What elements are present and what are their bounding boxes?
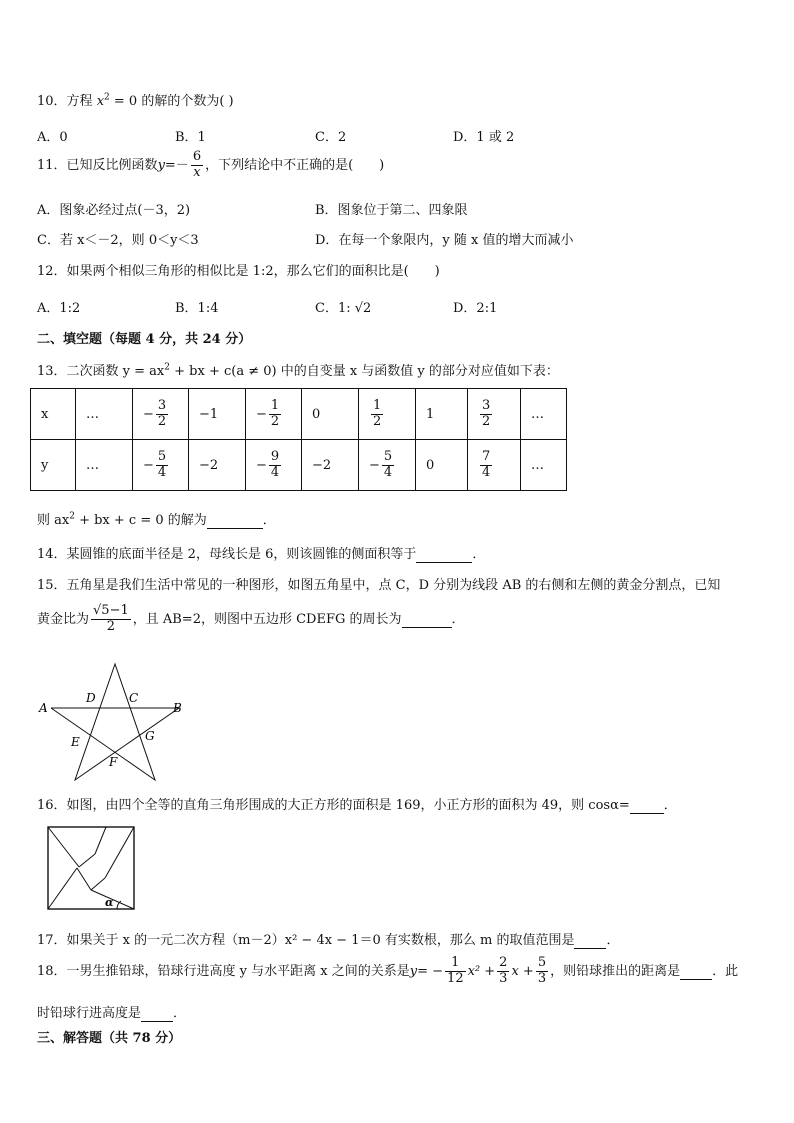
table-cell bbox=[246, 440, 302, 491]
table-cell bbox=[133, 389, 189, 440]
label-f: F bbox=[109, 755, 118, 769]
answer-blank[interactable] bbox=[630, 798, 664, 814]
fraction: $\frac{2}{3}$ bbox=[499, 955, 508, 986]
answer-blank[interactable] bbox=[207, 513, 263, 529]
fraction-cell: − $\frac{1}{2}$ bbox=[256, 397, 280, 429]
triangle-edge bbox=[105, 827, 134, 878]
table-cell: y bbox=[31, 440, 76, 491]
table-cell: −2 bbox=[189, 440, 246, 491]
question-18: 18．一男生推铅球，铅球行进高度 y 与水平距离 x 之间的关系是y= − $\frac{1}{12}$ x² + $\frac{2}{3}$ x + $\frac{5}{3}$ ，则铅球推出的距离是 ．此 bbox=[37, 955, 739, 986]
fraction-cell: − $\frac{5}{4}$ bbox=[143, 448, 167, 480]
section-heading: 二、填空题（每题 4 分，共 24 分） bbox=[37, 332, 252, 347]
option-d: D．在每一个象限内，y 随 x 值的增大而减小 bbox=[315, 233, 574, 248]
table-cell bbox=[359, 389, 416, 440]
label-d: D bbox=[86, 691, 96, 705]
answer-blank[interactable] bbox=[402, 612, 452, 628]
pinwheel-square-figure bbox=[47, 826, 135, 910]
option-b: B．图象位于第二、四象限 bbox=[315, 203, 468, 218]
fraction: $\frac{6}{x}$ bbox=[192, 149, 202, 180]
label-b: B bbox=[173, 701, 182, 715]
table-cell bbox=[359, 440, 416, 491]
option-a: A．0 bbox=[37, 130, 68, 145]
question-11: 11．已知反比例函数y=－ $\frac{6}{x}$ ，下列结论中不正确的是( ) bbox=[37, 149, 385, 180]
answer-blank[interactable] bbox=[680, 964, 712, 980]
fraction-cell: $\frac{7}{4}$ bbox=[482, 448, 491, 480]
table-cell bbox=[246, 389, 302, 440]
table-cell: 1 bbox=[416, 389, 468, 440]
label-g: G bbox=[145, 729, 155, 743]
table-row-y bbox=[31, 440, 567, 491]
table-cell bbox=[468, 440, 521, 491]
table-cell: … bbox=[521, 389, 567, 440]
answer-blank[interactable] bbox=[574, 933, 606, 949]
answer-blank[interactable] bbox=[141, 1006, 173, 1022]
question-15-line2: 黄金比为 $\frac{√5-1}{2}$ ，且 AB=2，则图中五边形 CDEFG 的周长为 ． bbox=[37, 603, 465, 634]
triangle-edge bbox=[48, 827, 79, 867]
table-row-x bbox=[31, 389, 567, 440]
fraction: $\frac{1}{12}$ bbox=[447, 955, 464, 986]
triangle-edge bbox=[91, 878, 105, 890]
triangle-edge bbox=[79, 854, 95, 867]
option-c: C．若 x＜－2，则 0＜y＜3 bbox=[37, 233, 199, 248]
table-cell: x bbox=[31, 389, 76, 440]
fraction-cell: $\frac{1}{2}$ bbox=[373, 397, 382, 429]
table-cell: … bbox=[76, 389, 133, 440]
option-b: B．1:4 bbox=[175, 301, 219, 316]
label-c: C bbox=[129, 691, 139, 705]
table-cell: −1 bbox=[189, 389, 246, 440]
triangle-edge bbox=[48, 868, 77, 909]
question-15: 15．五角星是我们生活中常见的一种图形，如图五角星中，点 C，D 分别为线段 AB 的右侧和左侧的黄金分割点，已知 bbox=[37, 578, 721, 593]
label-a: A bbox=[39, 701, 48, 715]
star-figure bbox=[35, 660, 195, 785]
question-13: 13．二次函数 $y = ax^2$ + bx + c(a ≠ 0) 中的自变量 x 与函数值 y 的部分对应值如下表： bbox=[37, 362, 559, 379]
option-c: C．1: √2 bbox=[315, 301, 372, 316]
table-cell: 0 bbox=[302, 389, 359, 440]
fraction: $\frac{5}{3}$ bbox=[537, 955, 547, 986]
fraction-cell: − $\frac{9}{4}$ bbox=[256, 448, 280, 480]
table-cell bbox=[468, 389, 521, 440]
golden-ratio-fraction: $\frac{√5-1}{2}$ bbox=[93, 603, 129, 634]
table-cell bbox=[133, 440, 189, 491]
alpha-label: α bbox=[105, 896, 114, 909]
fraction-cell: − $\frac{3}{2}$ bbox=[143, 397, 167, 429]
table-cell: … bbox=[76, 440, 133, 491]
label-e: E bbox=[71, 735, 80, 749]
option-c: C．2 bbox=[315, 130, 347, 145]
value-table bbox=[30, 388, 567, 491]
option-a: A．1:2 bbox=[37, 301, 81, 316]
question-number: 10． bbox=[37, 94, 67, 109]
option-b: B．1 bbox=[175, 130, 206, 145]
option-a: A．图象必经过点(－3，2) bbox=[37, 203, 191, 218]
fraction-cell: $\frac{3}{2}$ bbox=[482, 397, 491, 429]
table-cell: −2 bbox=[302, 440, 359, 491]
question-10: 10．方程 $x^2 = 0$ 的解的个数为( ) bbox=[37, 92, 234, 109]
question-12: 12．如果两个相似三角形的相似比是 1:2，那么它们的面积比是( ) bbox=[37, 264, 440, 279]
outer-square bbox=[48, 827, 134, 909]
question-14: 14．某圆锥的底面半径是 2，母线长是 6，则该圆锥的侧面积等于 ． bbox=[37, 547, 486, 562]
table-cell: 0 bbox=[416, 440, 468, 491]
question-17: 17．如果关于 x 的一元二次方程（m－2）x² − 4x − 1＝0 有实数根，那么 m 的取值范围是 ． bbox=[37, 933, 620, 948]
table-cell: … bbox=[521, 440, 567, 491]
question-16: 16．如图，由四个全等的直角三角形围成的大正方形的面积是 169，小正方形的面积为 49，则 cosα= ． bbox=[37, 798, 677, 813]
answer-blank[interactable] bbox=[416, 547, 472, 563]
option-d: D．1 或 2 bbox=[453, 130, 515, 145]
fraction-cell: − $\frac{5}{4}$ bbox=[369, 448, 393, 480]
question-13-answer: 则 $ax^2$ + bx + c = 0 的解为 ． bbox=[37, 511, 276, 528]
question-18-line2: 时铅球行进高度是 ． bbox=[37, 1006, 187, 1021]
section-heading: 三、解答题（共 78 分） bbox=[37, 1031, 182, 1046]
option-d: D．2:1 bbox=[453, 301, 498, 316]
triangle-edge bbox=[77, 868, 91, 890]
